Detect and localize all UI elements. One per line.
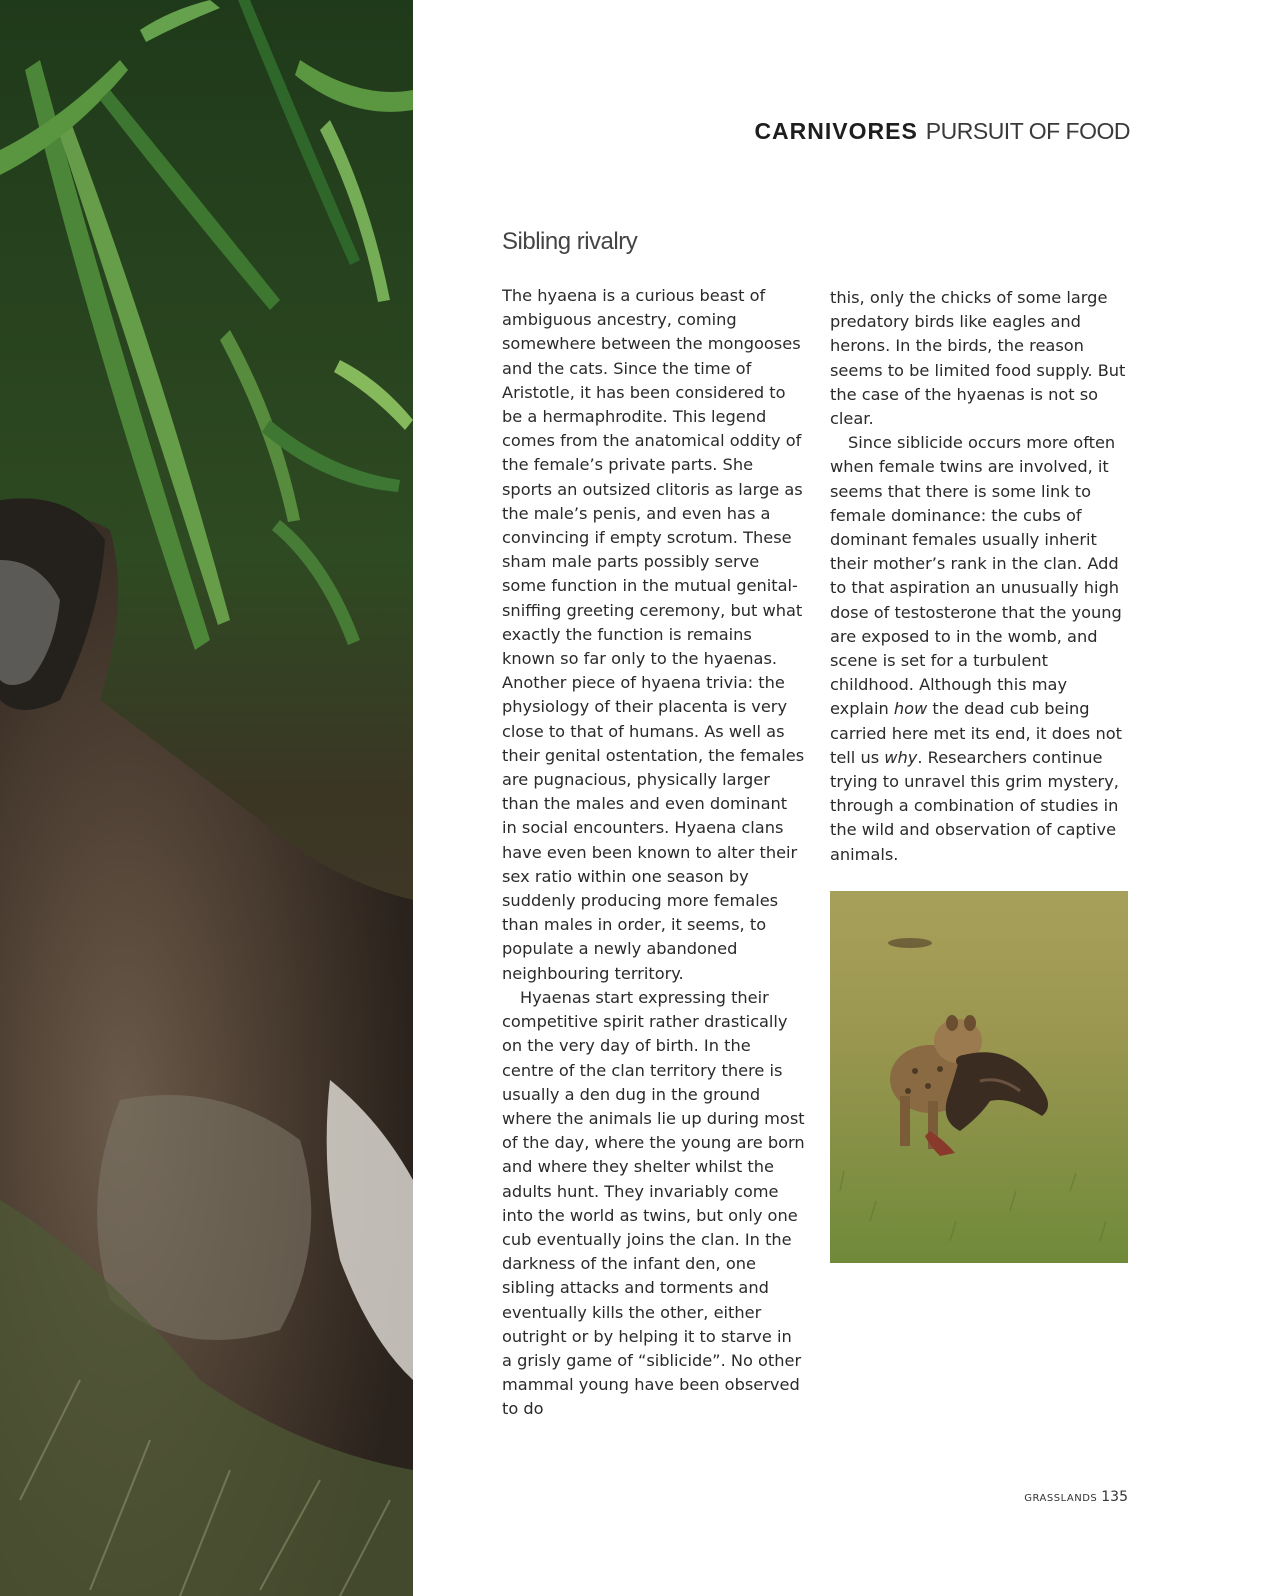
header-section-light: PURSUIT OF FOOD xyxy=(925,118,1130,144)
running-header xyxy=(560,118,1130,145)
paragraph: The hyaena is a curious beast of ambiguous ancestry, coming somewhere between the mongooses and the cats. Since the time of Aristotle, it has been considered to be a hermaphrodite. This legend comes from the anatomical oddity of the female’s private parts. She sports an outsized clitoris as large as the male’s penis, and even has a convincing if empty scrotum. These sham male parts possibly serve some function in the mutual genital-sniffing greeting ceremony, but what exactly the function is remains known so far only to the hyaenas. Another piece of hyaena trivia: the physiology of their placenta is very close to that of humans. As well as their genital ostentation, the females are pugnacious, physically larger than the males and even dominant in social encounters. Hyaena clans have even been known to alter their sex ratio within one season by suddenly producing more females than males in order, it seems, to populate a newly abandoned neighbouring territory. xyxy=(502,286,805,983)
hyaena-carrying-cub-photo xyxy=(830,891,1128,1263)
emphasis: how xyxy=(893,699,928,719)
paragraph: this, only the chicks of some large predatory birds like eagles and herons. In the birds, the reason seems to be limited food supply. But the case of the hyaenas is not so clear. xyxy=(830,288,1126,429)
paragraph: Hyaenas start expressing their competitive spirit rather drastically on the very day of birth. In the centre of the clan territory there is usually a den dug in the ground where the animals lie up during most of the day, where the young are born and where they shelter whilst the adults hunt. They invariably come into the world as twins, but only one cub eventually joins the clan. In the darkness of the infant den, one sibling attacks and torments and eventually kills the other, either outright or by helping it to starve in a grisly game of “siblicide”. No other mammal young have been observed to do xyxy=(502,987,805,1419)
footer-section-name: GRASSLANDS xyxy=(1024,1493,1098,1504)
article-title: Sibling rivalry xyxy=(502,228,638,255)
emphasis: why xyxy=(884,747,918,767)
paragraph-text: . Researchers continue trying to unravel this grim mystery, through a combination of studies in the wild and observation of captive animals. xyxy=(830,747,1119,864)
header-section-bold: CARNIVORES xyxy=(754,118,918,144)
paragraph xyxy=(830,431,1130,867)
paragraph-text: Since siblicide occurs more often when female twins are involved, it seems that there is some link to female dominance: the cubs of dominant females usually inherit their mother’s rank in the clan. Add to that aspiration an unusually high dose of testosterone that the young are exposed to in the womb, and scene is set for a turbulent childhood. Although this may explain xyxy=(830,433,1122,719)
page-footer xyxy=(1000,1486,1128,1505)
article-column-1 xyxy=(502,284,806,1422)
paragraph-text: the dead cub being carried here met its end, it does not tell us xyxy=(830,699,1122,767)
article-column-2 xyxy=(830,286,1130,867)
hyaena-foliage-photo xyxy=(0,0,413,1596)
page-number: 135 xyxy=(1101,1489,1128,1505)
